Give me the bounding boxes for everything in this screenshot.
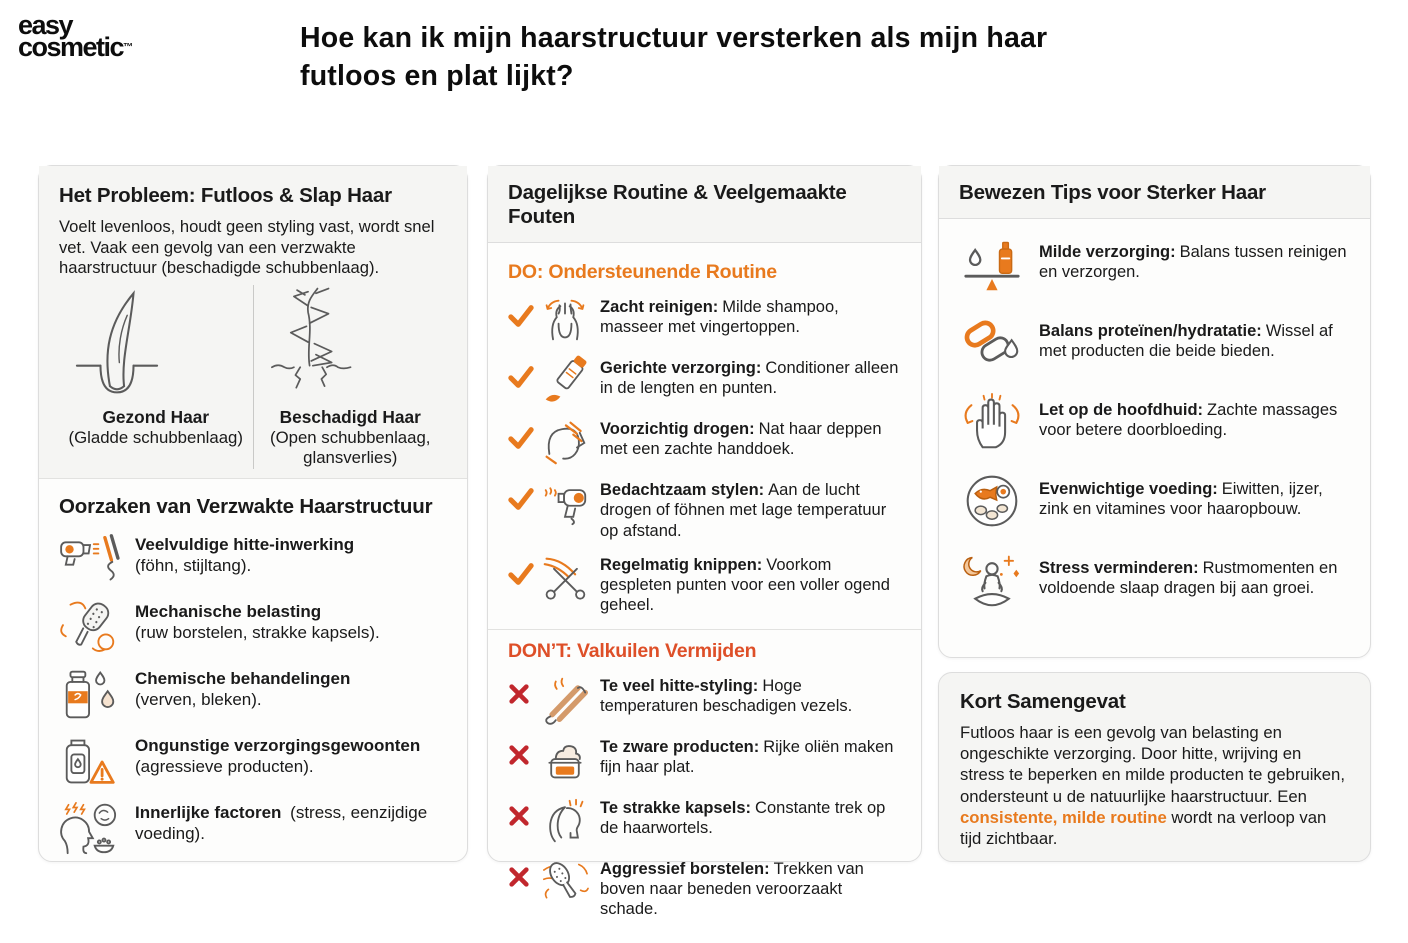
logo-line2: cosmetic bbox=[18, 32, 124, 63]
hair-comparison bbox=[59, 285, 447, 468]
aggressive-brush-icon bbox=[542, 858, 588, 906]
chain-link-drop-icon bbox=[959, 312, 1025, 374]
towel-dry-icon bbox=[542, 418, 588, 466]
conditioner-tube-icon bbox=[542, 357, 588, 405]
tip-item bbox=[959, 549, 1350, 611]
product-warning-icon bbox=[59, 733, 121, 789]
damaged-hair-label: Beschadigd Haar bbox=[279, 407, 421, 428]
tip-title: Balans proteïnen/hydratatie: bbox=[1039, 322, 1262, 340]
cause-title: Mechanische belasting bbox=[135, 602, 322, 621]
do-item-title: Zacht reinigen: bbox=[600, 298, 719, 316]
cross-icon bbox=[508, 675, 534, 705]
do-item-desc: Aan de lucht drogen of föhnen met lage temperatuur op afstand. bbox=[600, 481, 887, 540]
tip-desc: Eiwitten, ijzer, zink en vitamines voor haaropbouw. bbox=[1039, 480, 1323, 519]
cream-jar-icon bbox=[542, 736, 588, 784]
tips-card-body bbox=[939, 219, 1370, 638]
summary-highlight: consistente, milde routine bbox=[960, 807, 1167, 827]
cause-desc: (agressieve producten). bbox=[135, 756, 314, 776]
cause-title: Ongunstige verzorgingsgewoonten bbox=[135, 736, 421, 755]
hairdryer-icon bbox=[542, 479, 588, 527]
healthy-hair-label: Gezond Haar bbox=[102, 407, 210, 428]
tip-item bbox=[959, 470, 1350, 532]
do-item bbox=[508, 418, 901, 466]
cause-item bbox=[59, 599, 447, 655]
dont-item-title: Te strakke kapsels: bbox=[600, 798, 752, 817]
do-item bbox=[508, 479, 901, 541]
do-heading: DO: Ondersteunende Routine bbox=[508, 261, 777, 283]
massaging-hand-icon bbox=[959, 391, 1025, 453]
dont-item-desc: Rijke oliën maken fijn haar plat. bbox=[600, 737, 894, 776]
healthy-hair-follicle-icon bbox=[63, 287, 249, 405]
routine-card-body bbox=[488, 243, 921, 943]
problem-card bbox=[38, 165, 468, 862]
brand-logo bbox=[18, 10, 134, 63]
problem-title: Het Probleem: Futloos & Slap Haar bbox=[59, 184, 392, 207]
dont-heading: DON’T: Valkuilen Vermijden bbox=[508, 639, 757, 662]
routine-card-title: Dagelijkse Routine & Veelgemaakte Fouten bbox=[488, 166, 921, 243]
dont-item-title: Aggressief borstelen: bbox=[600, 859, 770, 878]
do-item-desc: Voorkom gespleten punten voor een voller ogend geheel. bbox=[600, 555, 890, 615]
page-title: Hoe kan ik mijn haarstructuur versterken als mijn haar futloos en plat lijkt? bbox=[300, 22, 1048, 92]
cause-item bbox=[59, 800, 447, 856]
do-item-desc: Conditioner alleen in de lengten en punten. bbox=[600, 359, 899, 398]
cause-title: Chemische behandelingen bbox=[135, 669, 351, 688]
tip-item bbox=[959, 233, 1350, 295]
tips-card-title: Bewezen Tips voor Sterker Haar bbox=[939, 166, 1370, 219]
section-divider bbox=[488, 629, 921, 630]
meditation-icon bbox=[959, 549, 1025, 611]
nutrition-plate-icon bbox=[959, 470, 1025, 532]
cause-desc: (föhn, stijltang). bbox=[135, 555, 252, 575]
check-icon bbox=[508, 296, 534, 328]
tip-title: Milde verzorging: bbox=[1039, 243, 1176, 261]
cause-title: Innerlijke factoren bbox=[135, 803, 282, 822]
healthy-hair-sublabel: (Gladde schubbenlaag) bbox=[68, 428, 243, 448]
damaged-hair-follicle-icon bbox=[258, 287, 444, 405]
hairbrush-tangle-icon bbox=[59, 599, 121, 655]
cross-icon bbox=[508, 797, 534, 827]
chemical-bottle-icon bbox=[59, 666, 121, 722]
dont-item bbox=[508, 675, 901, 723]
do-item-title: Voorzichtig drogen: bbox=[600, 420, 755, 438]
cross-icon bbox=[508, 858, 534, 888]
do-item bbox=[508, 357, 901, 405]
head-stress-icon bbox=[59, 800, 121, 856]
cause-title: Veelvuldige hitte-inwerking bbox=[135, 535, 355, 554]
tip-item bbox=[959, 391, 1350, 453]
trademark-symbol: ™ bbox=[123, 42, 134, 54]
summary-text: Futloos haar is een gevolg van belasting en ongeschikte verzorging. Door hitte, wrijving en stress te beperken en milde producten te gebruiken, ondersteunt u de natuurlijke haarstructuur. Een consistente, milde routine wordt na verloop van tijd zichtbaar. bbox=[960, 723, 1345, 849]
cause-item bbox=[59, 666, 447, 722]
summary-card bbox=[938, 672, 1371, 862]
do-item-desc: Nat haar deppen met een zachte handdoek. bbox=[600, 420, 882, 459]
do-item-title: Bedachtzaam stylen: bbox=[600, 481, 765, 499]
dont-item bbox=[508, 797, 901, 845]
do-item bbox=[508, 554, 901, 616]
routine-card bbox=[487, 165, 922, 919]
causes-section bbox=[39, 479, 467, 875]
dont-item-desc: Hoge temperaturen beschadigen vezels. bbox=[600, 676, 853, 715]
dont-item-title: Te veel hitte-styling: bbox=[600, 676, 759, 695]
flat-iron-icon bbox=[542, 675, 588, 723]
check-icon bbox=[508, 554, 534, 586]
ponytail-icon bbox=[542, 797, 588, 845]
tip-item bbox=[959, 312, 1350, 374]
tip-desc: Balans tussen reinigen en verzorgen. bbox=[1039, 243, 1347, 282]
logo-line1: easy bbox=[18, 10, 73, 40]
summary-title: Kort Samengevat bbox=[960, 690, 1126, 713]
cause-desc: (stress, eenzijdige voeding). bbox=[135, 803, 428, 843]
problem-description: Voelt levenloos, houdt geen styling vast, wordt snel vet. Vaak een gevolg van een verzwakte haarstructuur (beschadigde schubbenlaag). bbox=[59, 217, 435, 278]
causes-title: Oorzaken van Verzwakte Haarstructuur bbox=[59, 495, 433, 518]
tips-card bbox=[938, 165, 1371, 658]
healthy-hair-figure bbox=[59, 285, 253, 468]
cause-item bbox=[59, 733, 447, 789]
check-icon bbox=[508, 418, 534, 450]
damaged-hair-sublabel: (Open schubbenlaag, glansverlies) bbox=[270, 428, 431, 468]
tip-desc: Wissel af met producten die beide bieden. bbox=[1039, 322, 1333, 361]
do-item-desc: Milde shampoo, masseer met vingertoppen. bbox=[600, 298, 839, 337]
damaged-hair-figure bbox=[253, 285, 448, 468]
tip-title: Stress verminderen: bbox=[1039, 559, 1199, 577]
dont-item bbox=[508, 736, 901, 784]
do-item-title: Gerichte verzorging: bbox=[600, 359, 762, 377]
cause-desc: (ruw borstelen, strakke kapsels). bbox=[135, 622, 380, 642]
dont-item-title: Te zware producten: bbox=[600, 737, 760, 756]
do-item bbox=[508, 296, 901, 344]
tip-desc: Rustmomenten en voldoende slaap dragen bij aan groei. bbox=[1039, 559, 1338, 598]
dont-item-desc: Constante trek op de haarwortels. bbox=[600, 798, 886, 837]
scalp-massage-icon bbox=[542, 296, 588, 344]
tip-title: Let op de hoofdhuid: bbox=[1039, 401, 1204, 419]
tip-desc: Zachte massages voor betere doorbloeding. bbox=[1039, 401, 1338, 440]
dont-item-desc: Trekken van boven naar beneden veroorzaakt schade. bbox=[600, 859, 864, 919]
check-icon bbox=[508, 357, 534, 389]
cause-item bbox=[59, 532, 447, 588]
scissors-icon bbox=[542, 554, 588, 602]
cause-desc: (verven, bleken). bbox=[135, 689, 262, 709]
dont-item bbox=[508, 858, 901, 920]
cross-icon bbox=[508, 736, 534, 766]
check-icon bbox=[508, 479, 534, 511]
tip-title: Evenwichtige voeding: bbox=[1039, 480, 1218, 498]
problem-section bbox=[39, 166, 467, 479]
hairdryer-straightener-icon bbox=[59, 532, 121, 588]
balance-scale-icon bbox=[959, 233, 1025, 295]
do-item-title: Regelmatig knippen: bbox=[600, 555, 763, 574]
